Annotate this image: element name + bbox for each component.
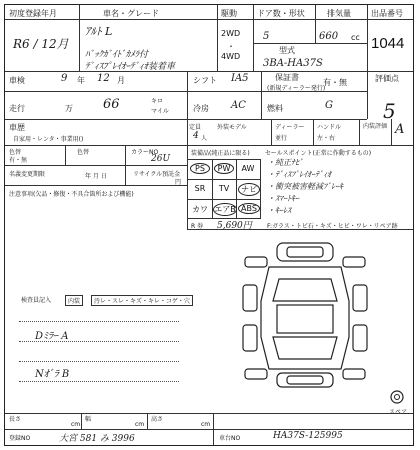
r-value: 5,690円: [217, 221, 252, 231]
equip-abs: ABS: [238, 203, 260, 214]
sales-point-5: ・ｷｰﾚｽ: [267, 206, 291, 215]
divider: [367, 5, 368, 71]
lot-number: 1044: [371, 35, 405, 52]
length-unit: cm: [71, 421, 81, 428]
history-label: 車歴: [9, 123, 25, 132]
color-options: 有・無: [9, 157, 28, 164]
divider: [261, 71, 262, 119]
equip-navi: ナビ: [238, 183, 260, 196]
drive-label: 駆動: [221, 9, 237, 18]
history-sub: 自家用・レンタ・事業用(): [13, 136, 84, 143]
r-label: R 券: [191, 223, 204, 230]
first-reg-value: R6 / 12月: [13, 37, 69, 51]
dealer-label: ディーラー: [275, 124, 305, 131]
mileage-value: 66: [103, 97, 120, 112]
color-code-value: 26U: [151, 154, 171, 164]
equip-tv: TV: [218, 184, 230, 193]
inspector-note-2: Nｵﾞﾗ B: [35, 369, 70, 380]
divider: [253, 43, 367, 44]
capacity-label: 定員: [189, 124, 202, 131]
car-name-label: 車名・グレード: [103, 9, 159, 18]
sales-point-4: ・ｽﾏｰﾄｷｰ: [267, 194, 299, 203]
shift-value: IA5: [231, 73, 249, 84]
divider: [187, 71, 188, 119]
equip-aw: AW: [241, 164, 255, 173]
divider: [79, 5, 80, 71]
car-damage-diagram: [241, 241, 369, 391]
first-reg-label: 初度登録年月: [9, 9, 57, 18]
handle-label: ハンドル: [317, 124, 342, 131]
capacity-value: 4: [193, 131, 199, 141]
note-line: [19, 381, 179, 382]
inspection-year-unit: 年: [77, 76, 85, 85]
door-value: 5: [263, 31, 270, 42]
width-unit: cm: [135, 421, 145, 428]
score-value: 5: [383, 99, 396, 123]
divider: [187, 119, 188, 145]
inspection-month-value: 12: [97, 73, 110, 84]
height-label: 高さ: [151, 416, 164, 423]
sales-point-2: ・ﾃﾞｨｽﾌﾟﾚｲｵｰﾃﾞｨｵ: [267, 170, 331, 179]
divider: [5, 165, 187, 166]
divider: [5, 91, 367, 92]
capacity-unit: 人: [201, 135, 208, 142]
inspector-note-1: Dﾐﾗｰ A: [35, 331, 69, 342]
handle-options: 左・右: [317, 135, 336, 142]
drive-dot: ・: [227, 42, 235, 51]
spare-label: スペア: [389, 409, 408, 416]
door-label: ドア数・形状: [257, 9, 305, 18]
color-label: 色替: [9, 149, 22, 156]
cc-label: 排気量: [327, 9, 351, 18]
divider: [313, 119, 314, 145]
mileage-label: 走行: [9, 104, 25, 113]
divider: [65, 145, 66, 165]
reg-no-label: 登録NO: [9, 435, 31, 442]
warranty-options: 有・無: [323, 78, 347, 87]
name-change-value: 年 月 日: [85, 173, 107, 180]
auction-inspection-sheet: [4, 4, 414, 446]
divider: [5, 145, 413, 146]
divider: [5, 71, 413, 72]
fuel-label: 燃料: [267, 104, 283, 113]
warranty-label: 保証書: [275, 73, 299, 82]
equip-airbag: エアB: [214, 205, 236, 214]
equip-ps: PS: [190, 163, 210, 174]
caution-label: 注意事項(欠品・修復・不具合箇所および機能): [9, 191, 134, 198]
equip-pw: PW: [214, 163, 234, 174]
type-value: 3BA-HA37S: [263, 58, 323, 69]
recycle-label: リサイクル預託金: [133, 171, 181, 178]
sales-point-3: ・衝突被害軽減ﾌﾞﾚｰｷ: [267, 182, 343, 191]
car-name-value: ｱﾙﾄ L: [85, 25, 113, 38]
color-code-label: カラーNO: [131, 149, 159, 156]
header-rule: [5, 19, 367, 20]
drive-2wd: 2WD: [221, 29, 241, 38]
divider: [5, 429, 413, 430]
equipment-label: 装備品(純正品に限る): [191, 150, 250, 157]
color-label-2: 色替: [77, 149, 90, 156]
mileage-unit-km: キロ: [151, 98, 164, 105]
divider: [271, 119, 272, 145]
length-label: 長さ: [9, 416, 22, 423]
recycle-value: 円: [175, 179, 182, 186]
name-change-label: 名義変更期限: [9, 171, 46, 178]
divider: [81, 413, 82, 429]
note-line: [19, 361, 179, 362]
height-unit: cm: [201, 421, 211, 428]
spare-tire-icon: [389, 389, 405, 405]
score-label: 評価点: [375, 74, 399, 83]
sales-points-label: セールスポイント(正常に作動するもの): [265, 150, 372, 157]
interior-label: 内装評価: [363, 123, 388, 130]
ac-value: AC: [231, 100, 246, 111]
model-change-value: 並行: [275, 135, 288, 142]
inspector-tab-interior: 内装: [65, 295, 83, 306]
divider: [367, 71, 368, 119]
glass-label: F:ガラス・トビ石・キズ・ヒビ・ワレ・リペア跡: [267, 223, 398, 230]
fuel-value: G: [325, 100, 333, 111]
divider: [367, 19, 413, 20]
divider: [147, 413, 148, 429]
type-label: 型式: [279, 46, 295, 55]
cc-unit: cc: [351, 33, 360, 42]
grade-note-1: ﾊﾞｯｸｶﾞｲﾄﾞｶﾒﾗ付: [85, 50, 149, 60]
divider: [187, 229, 413, 230]
equipment-grid: [187, 159, 261, 219]
divider: [5, 185, 187, 186]
ac-label: 冷房: [193, 104, 209, 113]
divider: [359, 119, 360, 145]
venue-label: 出品番号: [371, 9, 403, 18]
width-label: 幅: [85, 416, 92, 423]
cc-value: 660: [319, 31, 339, 42]
shift-label: シフト: [193, 76, 217, 85]
divider: [5, 413, 413, 414]
mileage-unit-mile: マイル: [151, 108, 169, 115]
divider: [391, 119, 392, 145]
inspection-month-unit: 月: [117, 76, 125, 85]
mileage-unit-man: 万: [65, 104, 73, 113]
inspection-label: 車検: [9, 76, 25, 85]
reg-no-value: 大宮 581 み 3996: [59, 434, 135, 444]
divider: [315, 5, 316, 43]
divider: [253, 5, 254, 71]
equip-sr: SR: [194, 184, 206, 193]
sales-point-1: ・純正ﾅﾋﾞ: [267, 158, 303, 167]
chassis-value: HA37S-125995: [273, 431, 343, 441]
interior-value: A: [395, 122, 405, 137]
chassis-label: 車台NO: [219, 435, 241, 442]
inspector-note-types: 汚レ・スレ・キズ・キレ・コゲ・穴: [91, 295, 193, 306]
warranty-sub: (新規ディーラー発行): [267, 85, 326, 92]
inspection-year-value: 9: [61, 73, 68, 84]
note-line: [19, 321, 179, 322]
inspector-label: 検査員記入: [21, 297, 52, 304]
model-change-label: 外装モデル: [217, 124, 247, 131]
grade-note-2: ﾃﾞｨｽﾌﾟﾚｲｵｰﾃﾞｨｵ装着車: [85, 62, 176, 72]
equip-leather: カワ: [192, 205, 208, 214]
drive-4wd: 4WD: [221, 52, 241, 61]
divider: [217, 5, 218, 71]
